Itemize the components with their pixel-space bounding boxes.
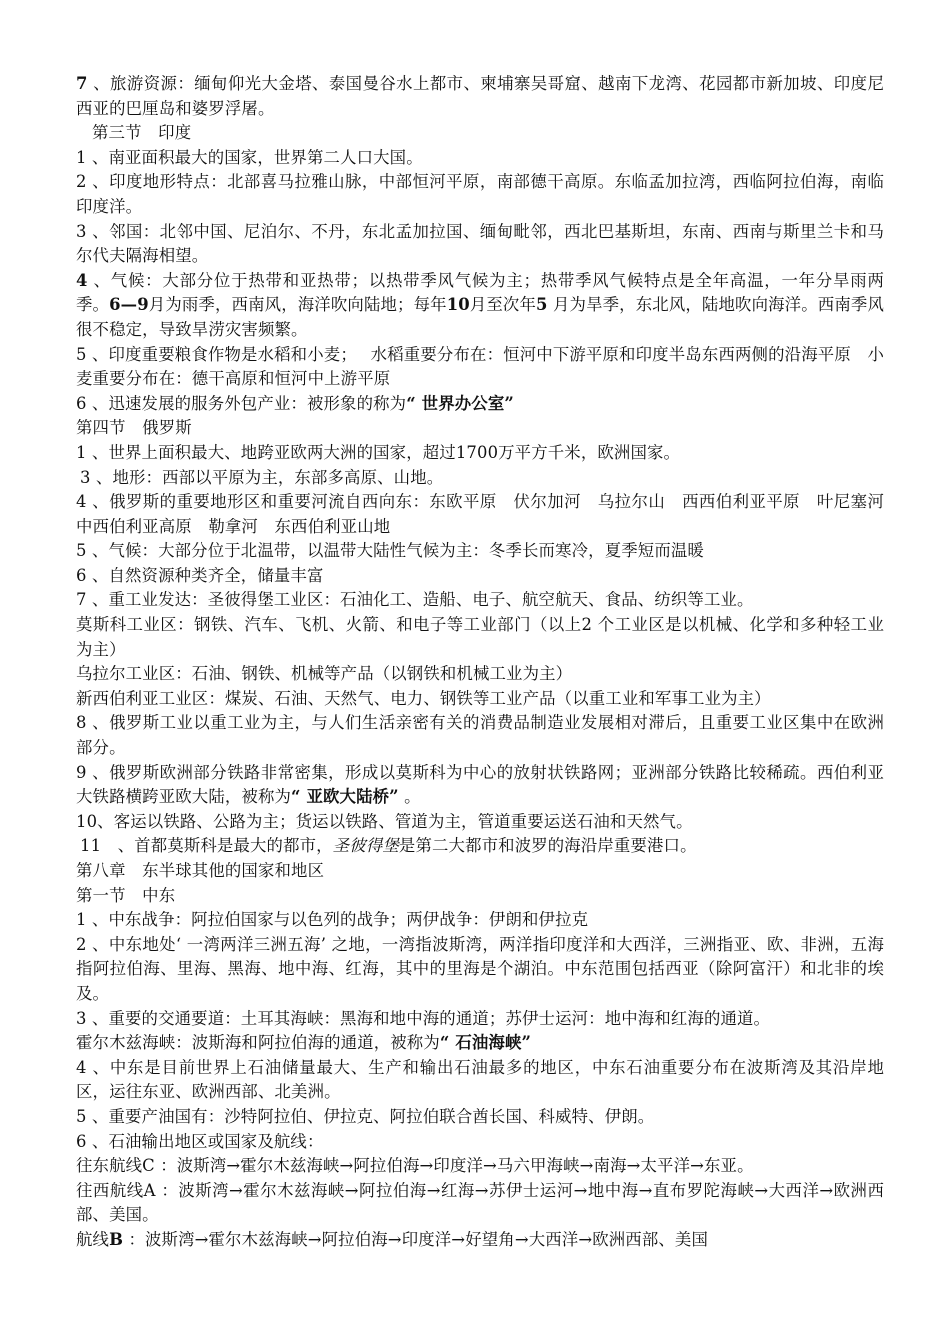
para-india-2: 2 、印度地形特点：北部喜马拉雅山脉，中部恒河平原，南部德干高原。东临孟加拉湾，西临阿拉伯海，南临印度洋。 [76, 172, 884, 216]
para-india-3: 3 、邻国：北邻中国、尼泊尔、不丹，东北孟加拉国、缅甸毗邻，西北巴基斯坦，东南、西南与斯里兰卡和马尔代夫隔海相望。 [76, 221, 884, 266]
para-russia-11: 11 、首都莫斯科是最大的都市，圣彼得堡是第二大都市和波罗的海沿岸重要港口。 [80, 836, 697, 856]
para-india-5: 5 、印度重要粮食作物是水稻和小麦； 水稻重要分布在：恒河中下游平原和印度半岛东西两侧的沿海平原 小麦重要分布在：德干高原和恒河中上游平原 [76, 344, 884, 389]
para-ural-industry: 乌拉尔工业区：石油、钢铁、机械等产品（以钢铁和机械工业为主） [76, 664, 573, 684]
chapter-8-heading: 第八章 东半球其他的国家和地区 [76, 861, 325, 880]
para-me-2: 2 、中东地处‘ 一湾两洋三洲五海’ 之地，一湾指波斯湾，两洋指印度洋和大西洋，三洲指亚、欧、非洲，五海指阿拉伯海、里海、黑海、地中海、红海，其中的里海是个湖泊。中东范围包括西亚（除阿富汗）和北非的埃及。 [76, 934, 884, 1003]
para-russia-9: 9 、俄罗斯欧洲部分铁路非常密集，形成以莫斯科为中心的放射状铁路网；亚洲部分铁路比较稀疏。西伯利亚大铁路横跨亚欧大陆，被称为“ 亚欧大陆桥” 。 [76, 762, 884, 807]
para-russia-3: 3 、地形：西部以平原为主，东部多高原、山地。 [80, 467, 444, 487]
para-novosibirsk-industry: 新西伯利亚工业区：煤炭、石油、天然气、电力、钢铁等工业产品（以重工业和军事工业为主） [76, 688, 771, 708]
para-russia-5: 5 、气候：大部分位于北温带，以温带大陆性气候为主：冬季长而寒冷，夏季短而温暖 [76, 541, 704, 561]
para-india-6: 6 、迅速发展的服务外包产业：被形象的称为“ 世界办公室” [76, 393, 514, 413]
para-num: 7 [76, 74, 88, 93]
para-me-6: 6 、石油输出地区或国家及航线： [76, 1131, 324, 1151]
section-russia-heading: 第四节 俄罗斯 [76, 418, 192, 438]
para-me-3: 3 、重要的交通要道：土耳其海峡：黑海和地中海的通道；苏伊士运河：地中海和红海的通道。 [76, 1008, 771, 1028]
para-me-1: 1 、中东战争：阿拉伯国家与以色列的战争；两伊战争：伊朗和伊拉克 [76, 910, 589, 930]
para-moscow-industry: 莫斯科工业区：钢铁、汽车、飞机、火箭、和电子等工业部门（以上2 个工业区是以机械、化学和多种轻工业为主） [76, 615, 884, 659]
para-me-5: 5 、重要产油国有：沙特阿拉伯、伊拉克、阿拉伯联合酋长国、科威特、伊朗。 [76, 1106, 655, 1126]
para-russia-1: 1 、世界上面积最大、地跨亚欧两大洲的国家，超过1700万平方千米，欧洲国家。 [76, 442, 681, 462]
para-me-4: 4 、中东是目前世界上石油储量最大、生产和输出石油最多的地区，中东石油重要分布在波斯湾及其沿岸地区，运往东亚、欧洲西部、北美洲。 [76, 1057, 884, 1102]
section-india-heading: 第三节 印度 [92, 123, 192, 143]
para-tourism: 7 、旅游资源：缅甸仰光大金塔、泰国曼谷水上都市、柬埔寨吴哥窟、越南下龙湾、花园都市新加坡、印度尼西亚的巴厘岛和婆罗浮屠。 [76, 74, 884, 118]
para-russia-4: 4 、俄罗斯的重要地形区和重要河流自西向东：东欧平原 伏尔加河 乌拉尔山 西西伯利亚平原 叶尼塞河 中西伯利亚高原 勒拿河 东西伯利亚山地 [76, 492, 901, 536]
route-west-a: 往西航线A ：波斯湾→霍尔木兹海峡→阿拉伯海→红海→苏伊士运河→地中海→直布罗陀海峡→大西洋→欧洲西部、美国。 [76, 1180, 884, 1225]
para-india-4: 4 、气候：大部分位于热带和亚热带；以热带季风气候为主；热带季风气候特点是全年高温，一年分旱雨两季。6—9月为雨季，西南风，海洋吹向陆地；每年10月至次年5 月为旱季，东北风，陆地吹向海洋。西南季风很不稳定，导致旱涝灾害频繁。 [76, 270, 884, 339]
para-russia-6: 6 、自然资源种类齐全，储量丰富 [76, 565, 324, 585]
para-russia-8: 8 、俄罗斯工业以重工业为主，与人们生活亲密有关的消费品制造业发展相对滞后，且重要工业区集中在欧洲部分。 [76, 713, 884, 758]
para-russia-7: 7 、重工业发达：圣彼得堡工业区：石油化工、造船、电子、航空航天、食品、纺织等工业。 [76, 590, 754, 610]
para-hormuz: 霍尔木兹海峡：波斯海和阿拉伯海的通道，被称为“ 石油海峡” [76, 1033, 532, 1053]
section-middle-east-heading: 第一节 中东 [76, 885, 176, 905]
para-russia-10: 10、客运以铁路、公路为主；货运以铁路、管道为主，管道重要运送石油和天然气。 [76, 811, 693, 831]
route-b: 航线B ：波斯湾→霍尔木兹海峡→阿拉伯海→印度洋→好望角→大西洋→欧洲西部、美国 [76, 1229, 708, 1249]
para-india-1: 1 、南亚面积最大的国家，世界第二人口大国。 [76, 147, 423, 167]
route-east-c: 往东航线C ：波斯湾→霍尔木兹海峡→阿拉伯海→印度洋→马六甲海峡→南海→太平洋→东亚。 [76, 1156, 754, 1176]
